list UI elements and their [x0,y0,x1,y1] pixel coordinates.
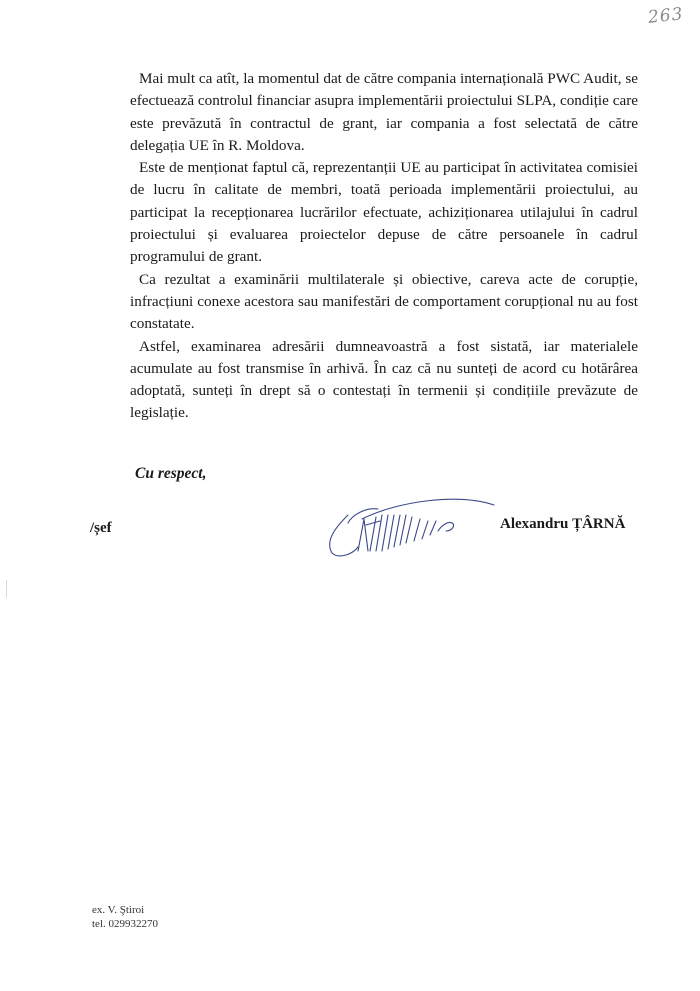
paragraph-audit-control: Mai mult ca atît, la momentul dat de către compania internațională PWC Audit, se efectuează controlul financiar asupra implementării proiectului SLPA, condiție care este prevăzută în contractul de grant, iar compania a fost selectată de către delegația UE în R. Moldova. [130,70,638,154]
signer-name: Alexandru ȚÂRNĂ [500,516,626,532]
closing-salutation: Cu respect, [135,465,207,482]
footer-contact [92,903,158,931]
executor-name: ex. V. Ştiroi [92,904,145,916]
signer-role: /șef [90,520,112,536]
page-number: 263 [647,4,685,28]
phone-number: tel. 029932270 [92,918,158,930]
paragraph-examination-result: Ca rezultat a examinării multilaterale și obiective, careva acte de corupție, infracțiuni conexe acestora sau manifestări de comportament corupțional nu au fost constatate. [130,270,638,333]
scan-margin-mark [6,580,7,598]
handwritten-signature [318,485,498,565]
paragraph-eu-participation: Este de menționat faptul că, reprezentanții UE au participat în activitatea comisiei de lucru în calitate de membri, toată perioada implementării proiectului, au participat la recepționarea lucrărilor efectuate, achiziționarea utilajului în cadrul proiectului și evaluarea proiectelor depuse de către persoanele în cadrul programului de grant. [130,159,638,266]
paragraph-conclusion: Astfel, examinarea adresării dumneavoastră a fost sistată, iar materialele acumulate au fost transmise în arhivă. În caz că nu sunteți de acord cu hotărârea adoptată, sunteți în drept să o contestați în termenii și condițiile prevăzute de legislație. [130,337,638,422]
letter-body [130,68,638,425]
